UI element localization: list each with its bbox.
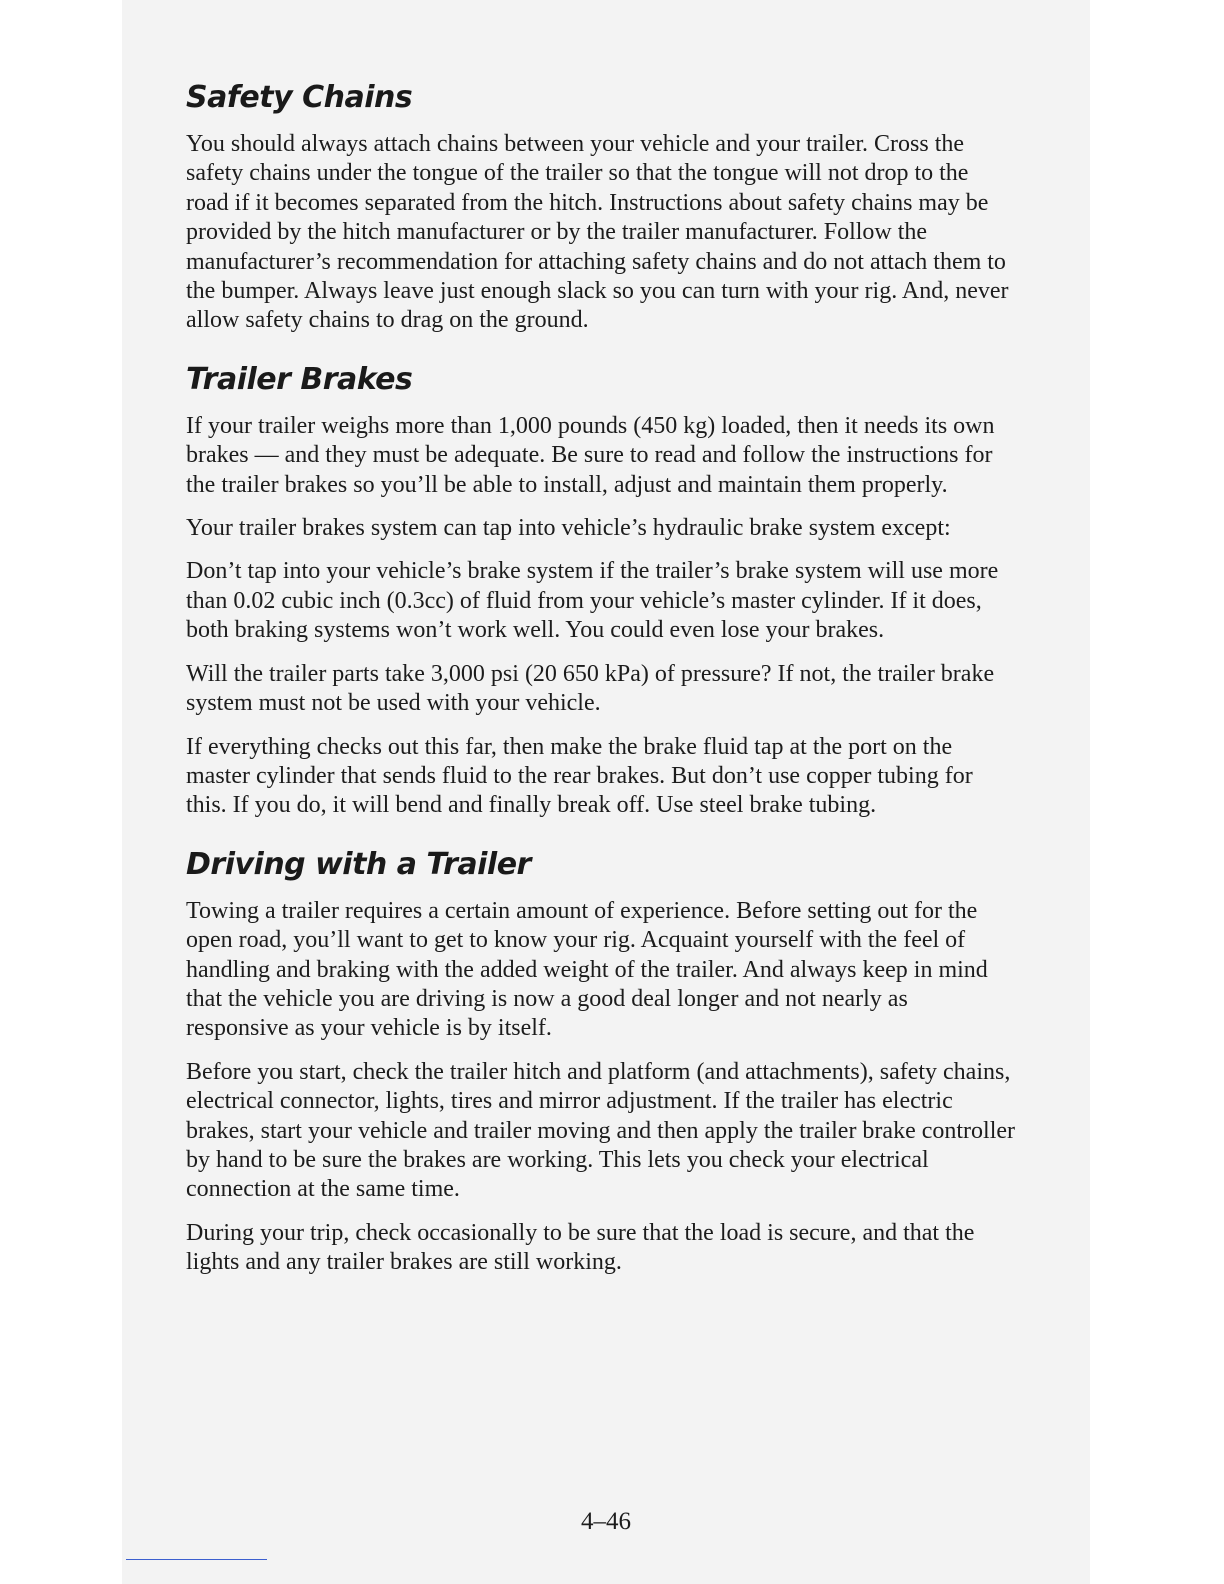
paragraph: Will the trailer parts take 3,000 psi (20 650 kPa) of pressure? If not, the trailer brake system must not be used with your vehicle. [186, 660, 995, 717]
paragraph: You should always attach chains between your vehicle and your trailer. Cross the safety chains under the tongue of the trailer so that the tongue will not drop to the road if it becomes separated from the hitch. Instructions about safety chains may be provided by the hitch manufacturer or by the trailer manufacturer. Follow the manufacturer’s recommendation for attaching safety chains and do not attach them to the bumper. Always leave just enough slack so you can turn with your rig. And, never allow safety chains to drag on the ground. [186, 131, 1009, 334]
section-heading: Trailer Brakes [186, 361, 413, 397]
paragraph: If your trailer weighs more than 1,000 pounds (450 kg) loaded, then it needs its own brakes — and they must be adequate. Be sure to read and follow the instructions for the trailer brakes so you’ll be able to install, adjust and maintain them properly. [186, 412, 995, 498]
paragraph: Towing a trailer requires a certain amount of experience. Before setting out for the open road, you’ll want to get to know your rig. Acquaint yourself with the feel of handling and braking with the added weight of the trailer. And always keep in mind that the vehicle you are driving is now a good deal longer and not nearly as responsive as your vehicle is by itself. [186, 897, 988, 1042]
paragraph: Don’t tap into your vehicle’s brake system if the trailer’s brake system will use more than 0.02 cubic inch (0.3cc) of fluid from your vehicle’s master cylinder. If it does, both braking systems won’t work well. You could even lose your brakes. [186, 558, 999, 644]
section-heading: Safety Chains [186, 80, 413, 115]
section-heading: Driving with a Trailer [186, 846, 531, 882]
page-content [186, 78, 1016, 1292]
paragraph: During your trip, check occasionally to be sure that the load is secure, and that the lights and any trailer brakes are still working. [186, 1219, 975, 1276]
footer-rule [126, 1559, 267, 1560]
document-page [122, 0, 1090, 1584]
paragraph: Your trailer brakes system can tap into vehicle’s hydraulic brake system except: [186, 515, 951, 542]
paragraph: Before you start, check the trailer hitch and platform (and attachments), safety chains, electrical connector, lights, tires and mirror adjustment. If the trailer has electric brakes, start your vehicle and trailer moving and then apply the trailer brake controller by hand to be sure the brakes are working. This lets you check your electrical connection at the same time. [186, 1058, 1016, 1203]
section-trailer-brakes [186, 360, 1016, 821]
section-driving-with-a-trailer [186, 845, 1016, 1278]
section-safety-chains [186, 78, 1016, 336]
page-number: 4–46 [581, 1508, 631, 1535]
paragraph: If everything checks out this far, then make the brake fluid tap at the port on the master cylinder that sends fluid to the rear brakes. But don’t use copper tubing for this. If you do, it will bend and finally break off. Use steel brake tubing. [186, 733, 973, 819]
